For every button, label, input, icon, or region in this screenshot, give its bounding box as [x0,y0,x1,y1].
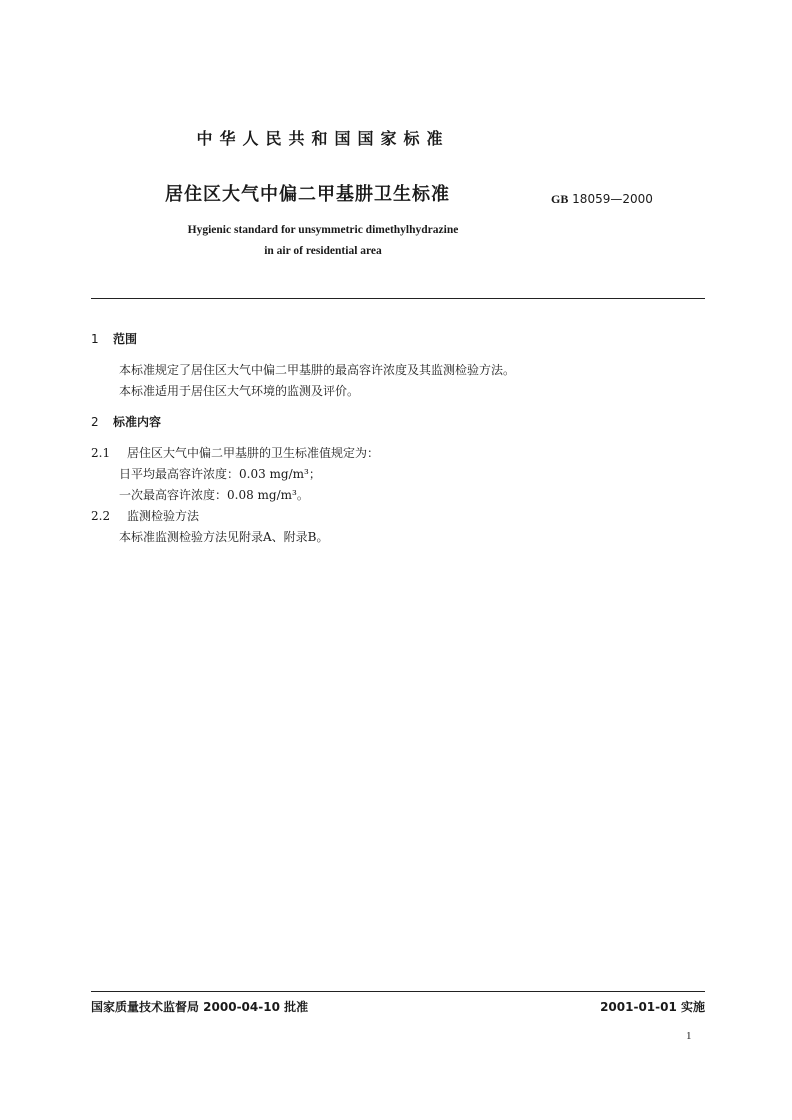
subsection-title: 居住区大气中偏二甲基肼的卫生标准值规定为： [127,446,380,460]
section-number: 2 [91,415,99,429]
subsection-2-1-heading [91,444,379,461]
paragraph: 本标准规定了居住区大气中偏二甲基肼的最高容许浓度及其监测检验方法。 [119,363,516,377]
section-heading-scope [91,330,137,347]
section-title: 标准内容 [113,415,162,429]
english-title-line-1: Hygienic standard for unsymmetric dimethylhydrazine [187,224,459,236]
subsection-title: 监测检验方法 [127,509,200,523]
footer-divider [91,991,705,992]
standard-code [551,192,653,207]
daily-average-limit: 日平均最高容许浓度：0.03 mg/m³； [119,467,321,481]
section-number: 1 [91,332,99,346]
header-divider [91,298,705,299]
subsection-number: 2.2 [91,509,111,523]
method-reference: 本标准监测检验方法见附录A、附录B。 [119,530,329,544]
paragraph: 本标准适用于居住区大气环境的监测及评价。 [119,384,360,398]
subsection-2-2-heading [91,507,199,524]
section-title: 范围 [113,332,138,346]
subsection-number: 2.1 [91,446,111,460]
one-time-limit: 一次最高容许浓度：0.08 mg/m³。 [119,488,309,502]
section-heading-content [91,413,161,430]
effective-date-text: 2001-01-01 实施 [600,1000,705,1014]
standard-code-prefix: GB [551,192,569,206]
page-number: 1 [686,1030,692,1042]
approval-text: 国家质量技术监督局 2000-04-10 批准 [91,1000,309,1014]
standard-title: 居住区大气中偏二甲基肼卫生标准 [165,184,450,205]
english-title-line-2: in air of residential area [264,245,382,257]
country-standard-header: 中华人民共和国国家标准 [196,129,450,148]
standard-code-number: 18059—2000 [572,192,653,206]
